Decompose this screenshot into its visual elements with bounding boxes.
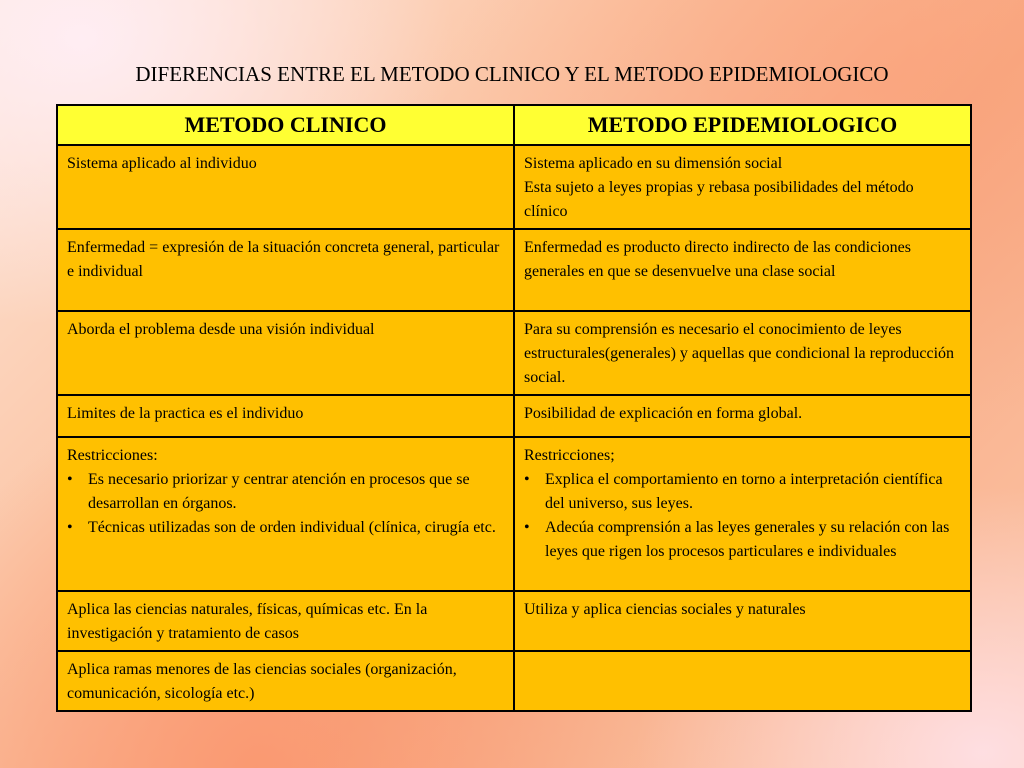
cell-clinico: Sistema aplicado al individuo [57,145,514,229]
list-item-text: Es necesario priorizar y centrar atención en procesos que se desarrollan en órganos. [88,471,470,512]
table-row [57,651,971,711]
bullet-list [524,468,961,564]
list-item [67,516,504,540]
bullet-icon: • [524,519,530,536]
cell-clinico: Aplica ramas menores de las ciencias sociales (organización, comunicación, sicología etc.) [57,651,514,711]
cell-epidemiologico: Utiliza y aplica ciencias sociales y naturales [514,591,971,651]
cell-clinico: Aborda el problema desde una visión individual [57,311,514,395]
list-item-text: Adecúa comprensión a las leyes generales y su relación con las leyes que rigen los procesos particulares e individuales [545,519,950,560]
comparison-table [56,104,972,712]
restricciones-heading: Restricciones: [67,447,158,464]
cell-epidemiologico: Enfermedad es producto directo indirecto de las condiciones generales en que se desenvuelve una clase social [514,229,971,311]
table-row [57,395,971,437]
table-row [57,229,971,311]
cell-epidemiologico-line-1: Sistema aplicado en su dimensión social [524,155,783,172]
bullet-icon: • [67,471,73,488]
table-row [57,311,971,395]
list-item-text: Técnicas utilizadas son de orden individual (clínica, cirugía etc. [88,519,496,536]
table-row [57,591,971,651]
cell-epidemiologico [514,437,971,591]
header-metodo-clinico: METODO CLINICO [57,105,514,145]
list-item-text: Explica el comportamiento en torno a interpretación científica del universo, sus leyes. [545,471,943,512]
bullet-icon: • [524,471,530,488]
cell-epidemiologico [514,651,971,711]
cell-clinico: Aplica las ciencias naturales, físicas, químicas etc. En la investigación y tratamiento de casos [57,591,514,651]
table-row [57,437,971,591]
table-header-row [57,105,971,145]
cell-epidemiologico [514,145,971,229]
bullet-icon: • [67,519,73,536]
restricciones-heading: Restricciones; [524,447,615,464]
table-row [57,145,971,229]
list-item [524,468,961,516]
list-item [524,516,961,564]
cell-epidemiologico: Posibilidad de explicación en forma global. [514,395,971,437]
slide-title: DIFERENCIAS ENTRE EL METODO CLINICO Y EL METODO EPIDEMIOLOGICO [135,62,889,86]
cell-clinico: Limites de la practica es el individuo [57,395,514,437]
cell-clinico [57,437,514,591]
cell-epidemiologico: Para su comprensión es necesario el conocimiento de leyes estructurales(generales) y aquellas que condicional la reproducción social. [514,311,971,395]
cell-epidemiologico-line-2: Esta sujeto a leyes propias y rebasa posibilidades del método clínico [524,179,914,220]
header-metodo-epidemiologico: METODO EPIDEMIOLOGICO [514,105,971,145]
list-item [67,468,504,516]
bullet-list [67,468,504,540]
cell-clinico: Enfermedad = expresión de la situación concreta general, particular e individual [57,229,514,311]
